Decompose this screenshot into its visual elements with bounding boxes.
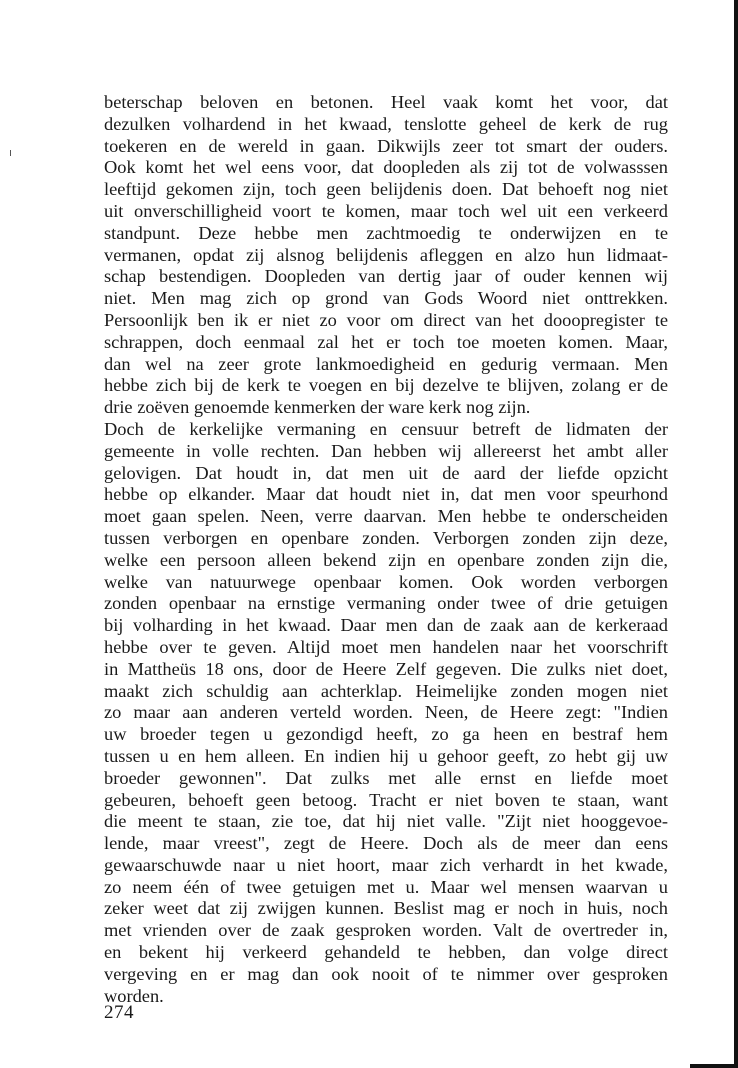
text-line: zo neem één of twee getuigen met u. Maar wel mensen waarvan u — [104, 876, 668, 897]
text-line: en bekent hij verkeerd gehandeld te hebben, dan volge direct — [104, 942, 668, 963]
text-line: lende, maar vreest", zegt de Heere. Doch als de meer dan eens — [104, 833, 668, 854]
text-line: hebbe zich bij de kerk te voegen en bij dezelve te blijven, zolang er de — [104, 375, 668, 396]
text-line: zeker weet dat zij zwijgen kunnen. Beslist mag er noch in huis, noch — [104, 898, 668, 919]
text-line: uit onverschilligheid voort te komen, maar toch wel uit een verkeerd — [104, 200, 668, 221]
text-line: welke een persoon alleen bekend zijn en openbare zonden zijn die, — [104, 549, 668, 570]
text-line: schrappen, doch eenmaal zal het er toch toe moeten komen. Maar, — [104, 331, 668, 352]
text-line: die meent te staan, zie toe, dat hij niet valle. "Zijt niet hooggevoe- — [104, 811, 668, 832]
text-line: zonden openbaar na ernstige vermaning onder twee of drie getuigen — [104, 593, 668, 614]
text-line: beterschap beloven en betonen. Heel vaak komt het voor, dat — [104, 92, 668, 112]
scan-border-bottom — [690, 1064, 738, 1068]
text-line: leeftijd gekomen zijn, toch geen belijdenis doen. Dat behoeft nog niet — [104, 179, 668, 200]
text-line: standpunt. Deze hebbe men zachtmoedig te onderwijzen en te — [104, 222, 668, 243]
scan-border-right — [734, 0, 738, 1068]
text-line: Ook komt het wel eens voor, dat doopleden als zij tot de volwasssen — [104, 157, 668, 178]
text-line: uw broeder tegen u gezondigd heeft, zo ga heen en bestraf hem — [104, 724, 668, 745]
text-line: tussen verborgen en openbare zonden. Verborgen zonden zijn deze, — [104, 527, 668, 548]
text-line: broeder gewonnen". Dat zulks met alle ernst en liefde moet — [104, 767, 668, 788]
text-line: gemeente in volle rechten. Dan hebben wij allereerst het ambt aller — [104, 440, 668, 461]
text-line: zo maar aan anderen verteld worden. Neen, de Heere zegt: "Indien — [104, 702, 668, 723]
text-line: vermanen, opdat zij alsnog belijdenis afleggen en alzo hun lidmaat- — [104, 244, 668, 265]
text-line: in Mattheüs 18 ons, door de Heere Zelf gegeven. Die zulks niet doet, — [104, 658, 668, 679]
text-line: niet. Men mag zich op grond van Gods Woord niet onttrekken. — [104, 288, 668, 309]
text-line: moet gaan spelen. Neen, verre daarvan. Men hebbe te onderscheiden — [104, 506, 668, 527]
text-line: toekeren en de wereld in gaan. Dikwijls zeer tot smart der ouders. — [104, 135, 668, 156]
text-line: hebbe over te geven. Altijd moet men handelen naar het voorschrift — [104, 636, 668, 657]
text-line: maakt zich schuldig aan achterklap. Heimelijke zonden mogen niet — [104, 680, 668, 701]
page-number: 274 — [104, 1002, 134, 1023]
paragraph-end-line: drie zoëven genoemde kenmerken der ware kerk nog zijn. — [104, 397, 531, 418]
text-line: dan wel na zeer grote lankmoedigheid en gedurig vermaan. Men — [104, 353, 668, 374]
text-line: vergeving en er mag dan ook nooit of te nimmer over gesproken — [104, 963, 668, 984]
text-line: tussen u en hem alleen. En indien hij u gehoor geeft, zo hebt gij uw — [104, 745, 668, 766]
text-line: Doch de kerkelijke vermaning en censuur betreft de lidmaten der — [104, 418, 668, 439]
text-line: gelovigen. Dat houdt in, dat men uit de aard der liefde opzicht — [104, 462, 668, 483]
text-line: schap bestendigen. Doopleden van dertig jaar of ouder kennen wij — [104, 266, 668, 287]
body-text — [104, 92, 668, 1007]
text-line: Persoonlijk ben ik er niet zo voor om direct van het dooopregister te — [104, 309, 668, 330]
paragraph-end-line: worden. — [104, 985, 164, 1006]
text-line: hebbe op elkander. Maar dat houdt niet in, dat men voor speurhond — [104, 484, 668, 505]
text-line: gebeuren, behoeft geen betoog. Tracht er niet boven te staan, want — [104, 789, 668, 810]
text-line: bij volharding in het kwaad. Daar men dan de zaak aan de kerkeraad — [104, 615, 668, 636]
text-line: dezulken volhardend in het kwaad, tenslotte geheel de kerk de rug — [104, 113, 668, 134]
text-line: welke van natuurwege openbaar komen. Ook worden verborgen — [104, 571, 668, 592]
text-line: met vrienden over de zaak gesproken worden. Valt de overtreder in, — [104, 920, 668, 941]
scan-speck — [10, 150, 11, 156]
text-line: gewaarschuwde naar u niet hoort, maar zich verhardt in het kwade, — [104, 854, 668, 875]
